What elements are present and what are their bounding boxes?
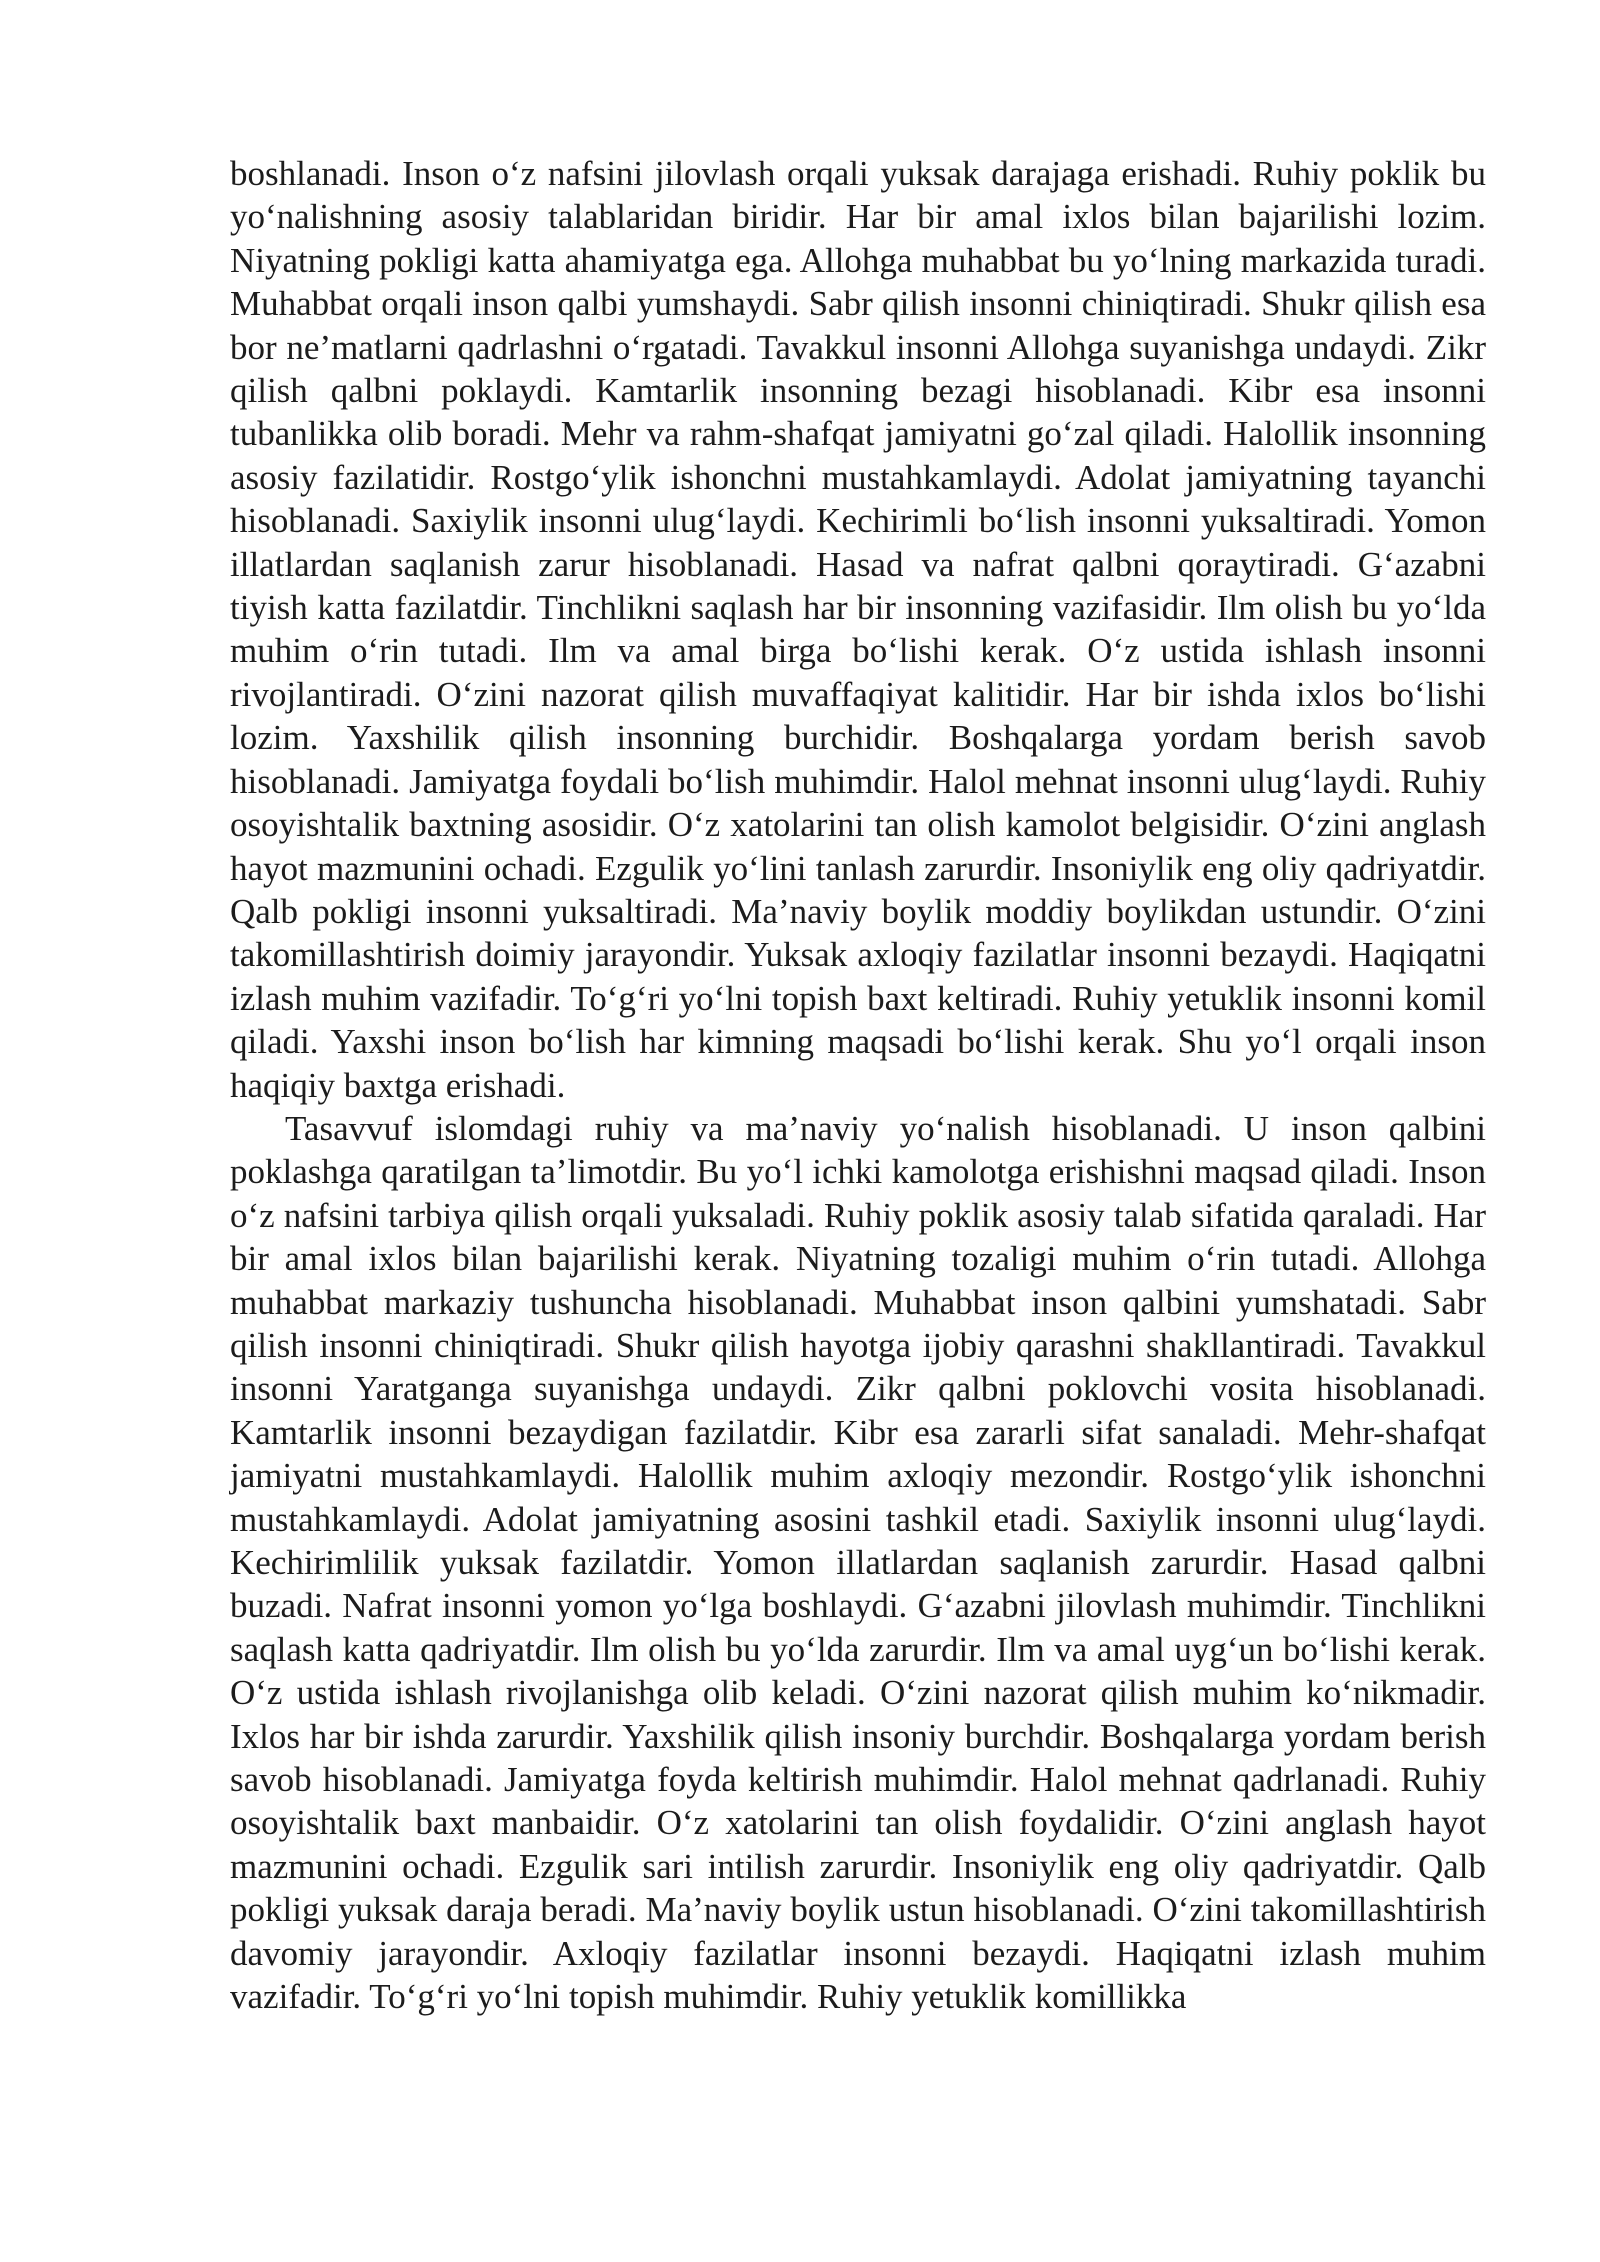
paragraph-tasavvuf: Tasavvuf islomdagi ruhiy va ma’naviy yo‘nalish hisoblanadi. U inson qalbini poklashga qaratilgan ta’limotdir. Bu yo‘l ichki kamolotga erishishni maqsad qiladi. Inson o‘z nafsini tarbiya qilish orqali yuksaladi. Ruhiy poklik asosiy talab sifatida qaraladi. Har bir amal ixlos bilan bajarilishi kerak. Niyatning tozaligi muhim o‘rin tutadi. Allohga muhabbat markaziy tushuncha hisoblanadi. Muhabbat inson qalbini yumshatadi. Sabr qilish insonni chiniqtiradi. Shukr qilish hayotga ijobiy qarashni shakllantiradi. Tavakkul insonni Yaratganga suyanishga undaydi. Zikr qalbni poklovchi vosita hisoblanadi. Kamtarlik insonni bezaydigan fazilatdir. Kibr esa zararli sifat sanaladi. Mehr-shafqat jamiyatni mustahkamlaydi. Halollik muhim axloqiy mezondir. Rostgo‘ylik ishonchni mustahkamlaydi. Adolat jamiyatning asosini tashkil etadi. Saxiylik insonni ulug‘laydi. Kechirimlilik yuksak fazilatdir. Yomon illatlardan saqlanish zarurdir. Hasad qalbni buzadi. Nafrat insonni yomon yo‘lga boshlaydi. G‘azabni jilovlash muhimdir. Tinchlikni saqlash katta qadriyatdir. Ilm olish bu yo‘lda zarurdir. Ilm va amal uyg‘un bo‘lishi kerak. O‘z ustida ishlash rivojlanishga olib keladi. O‘zini nazorat qilish muhim ko‘nikmadir. Ixlos har bir ishda zarurdir. Yaxshilik qilish insoniy burchdir. Boshqalarga yordam berish savob hisoblanadi. Jamiyatga foyda keltirish muhimdir. Halol mehnat qadrlanadi. Ruhiy osoyishtalik baxt manbaidir. O‘z xatolarini tan olish foydalidir. O‘zini anglash hayot mazmunini ochadi. Ezgulik sari intilish zarurdir. Insoniylik eng oliy qadriyatdir. Qalb pokligi yuksak daraja beradi. Ma’naviy boylik ustun hisoblanadi. O‘zini takomillashtirish davomiy jarayondir. Axloqiy fazilatlar insonni bezaydi. Haqiqatni izlash muhim vazifadir. To‘g‘ri yo‘lni topish muhimdir. Ruhiy yetuklik komillikka <box>230 1108 1486 2017</box>
body-text <box>230 152 1486 2018</box>
paragraph-continuation: boshlanadi. Inson o‘z nafsini jilovlash orqali yuksak darajaga erishadi. Ruhiy poklik bu yo‘nalishning asosiy talablaridan biridir. Har bir amal ixlos bilan bajarilishi lozim. Niyatning pokligi katta ahamiyatga ega. Allohga muhabbat bu yo‘lning markazida turadi. Muhabbat orqali inson qalbi yumshaydi. Sabr qilish insonni chiniqtiradi. Shukr qilish esa bor ne’matlarni qadrlashni o‘rgatadi. Tavakkul insonni Allohga suyanishga undaydi. Zikr qilish qalbni poklaydi. Kamtarlik insonning bezagi hisoblanadi. Kibr esa insonni tubanlikka olib boradi. Mehr va rahm-shafqat jamiyatni go‘zal qiladi. Halollik insonning asosiy fazilatidir. Rostgo‘ylik ishonchni mustahkamlaydi. Adolat jamiyatning tayanchi hisoblanadi. Saxiylik insonni ulug‘laydi. Kechirimli bo‘lish insonni yuksaltiradi. Yomon illatlardan saqlanish zarur hisoblanadi. Hasad va nafrat qalbni qoraytiradi. G‘azabni tiyish katta fazilatdir. Tinchlikni saqlash har bir insonning vazifasidir. Ilm olish bu yo‘lda muhim o‘rin tutadi. Ilm va amal birga bo‘lishi kerak. O‘z ustida ishlash insonni rivojlantiradi. O‘zini nazorat qilish muvaffaqiyat kalitidir. Har bir ishda ixlos bo‘lishi lozim. Yaxshilik qilish insonning burchidir. Boshqalarga yordam berish savob hisoblanadi. Jamiyatga foydali bo‘lish muhimdir. Halol mehnat insonni ulug‘laydi. Ruhiy osoyishtalik baxtning asosidir. O‘z xatolarini tan olish kamolot belgisidir. O‘zini anglash hayot mazmunini ochadi. Ezgulik yo‘lini tanlash zarurdir. Insoniylik eng oliy qadriyatdir. Qalb pokligi insonni yuksaltiradi. Ma’naviy boylik moddiy boylikdan ustundir. O‘zini takomillashtirish doimiy jarayondir. Yuksak axloqiy fazilatlar insonni bezaydi. Haqiqatni izlash muhim vazifadir. To‘g‘ri yo‘lni topish baxt keltiradi. Ruhiy yetuklik insonni komil qiladi. Yaxshi inson bo‘lish har kimning maqsadi bo‘lishi kerak. Shu yo‘l orqali inson haqiqiy baxtga erishadi. <box>230 154 1486 1105</box>
